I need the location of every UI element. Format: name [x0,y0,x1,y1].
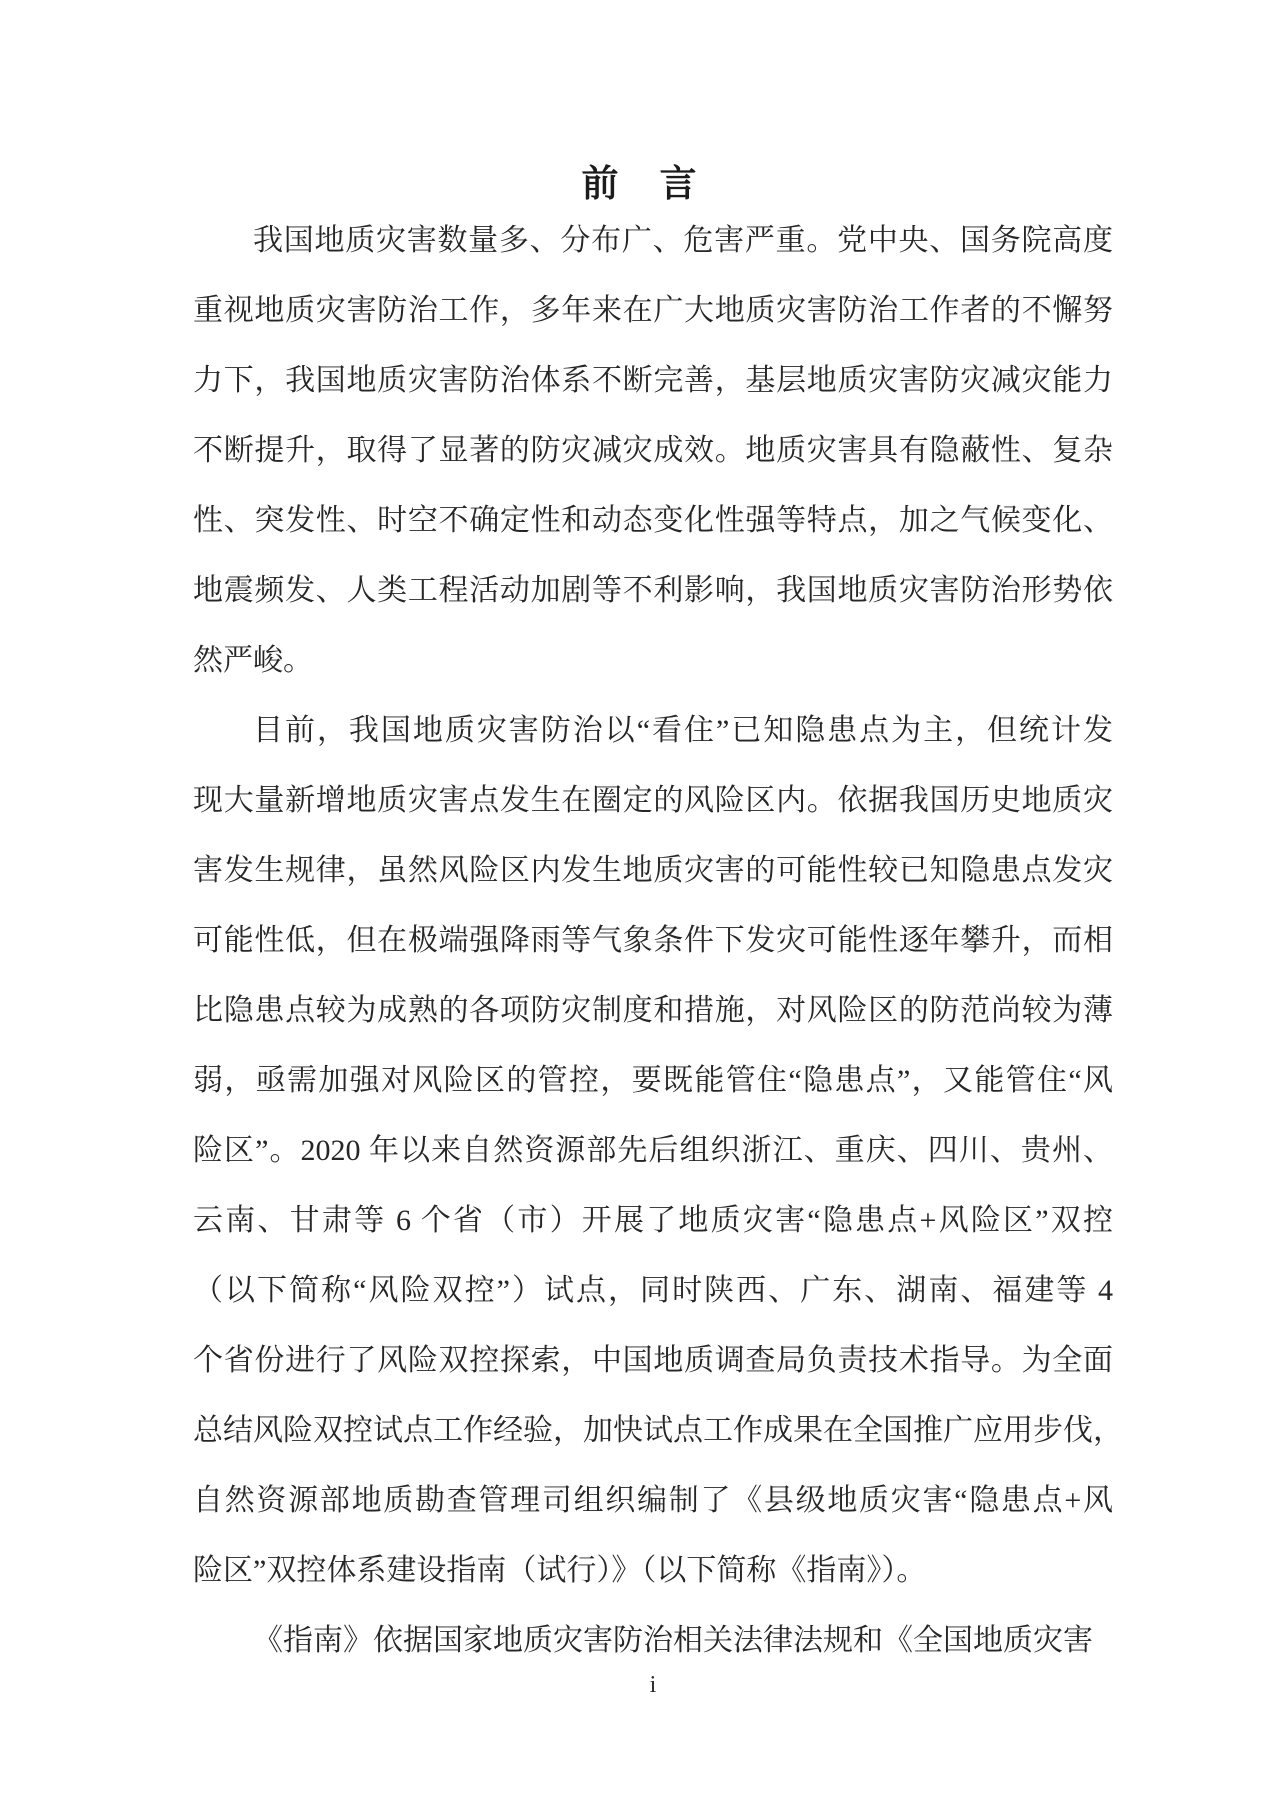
text-line: 自然资源部地质勘查管理司组织编制了《县级地质灾害“隐患点+风 [193,1484,1113,1517]
paragraph [193,1606,1113,1676]
text-line: 然严峻。 [193,644,313,677]
text-line: 现大量新增地质灾害点发生在圈定的风险区内。依据我国历史地质灾 [193,784,1113,817]
text-line: 不断提升，取得了显著的防灾减灾成效。地质灾害具有隐蔽性、复杂 [193,434,1113,467]
page-title: 前 言 [581,163,699,204]
document-body [193,206,1123,1676]
text-line: 云南、甘肃等 6 个省（市）开展了地质灾害“隐患点+风险区”双控 [193,1204,1113,1237]
text-line: 总结风险双控试点工作经验，加快试点工作成果在全国推广应用步伐， [193,1414,1123,1447]
text-line: 性、突发性、时空不确定性和动态变化性强等特点，加之气候变化、 [193,504,1113,537]
page-number: i [649,1672,657,1698]
text-line: 个省份进行了风险双控探索，中国地质调查局负责技术指导。为全面 [193,1344,1113,1377]
text-line: 目前，我国地质灾害防治以“看住”已知隐患点为主，但统计发 [253,714,1113,747]
text-line: 力下，我国地质灾害防治体系不断完善，基层地质灾害防灾减灾能力 [193,364,1113,397]
text-line: 重视地质灾害防治工作，多年来在广大地质灾害防治工作者的不懈努 [193,294,1113,327]
paragraph [193,696,1123,1606]
text-line: 地震频发、人类工程活动加剧等不利影响，我国地质灾害防治形势依 [193,574,1113,607]
text-line: 险区”。2020 年以来自然资源部先后组织浙江、重庆、四川、贵州、 [193,1134,1113,1167]
text-line: 险区”双控体系建设指南（试行）》（以下简称《指南》）。 [193,1554,927,1587]
text-line: 弱，亟需加强对风险区的管控，要既能管住“隐患点”，又能管住“风 [193,1064,1113,1097]
paragraph [193,206,1113,696]
text-line: 《指南》依据国家地质灾害防治相关法律法规和《全国地质灾害 [253,1624,1093,1657]
text-line: 比隐患点较为成熟的各项防灾制度和措施，对风险区的防范尚较为薄 [193,994,1113,1027]
text-line: （以下简称“风险双控”）试点，同时陕西、广东、湖南、福建等 4 [193,1274,1113,1307]
text-line: 我国地质灾害数量多、分布广、危害严重。党中央、国务院高度 [253,224,1113,257]
text-line: 可能性低，但在极端强降雨等气象条件下发灾可能性逐年攀升，而相 [193,924,1113,957]
text-line: 害发生规律，虽然风险区内发生地质灾害的可能性较已知隐患点发灾 [193,854,1113,887]
